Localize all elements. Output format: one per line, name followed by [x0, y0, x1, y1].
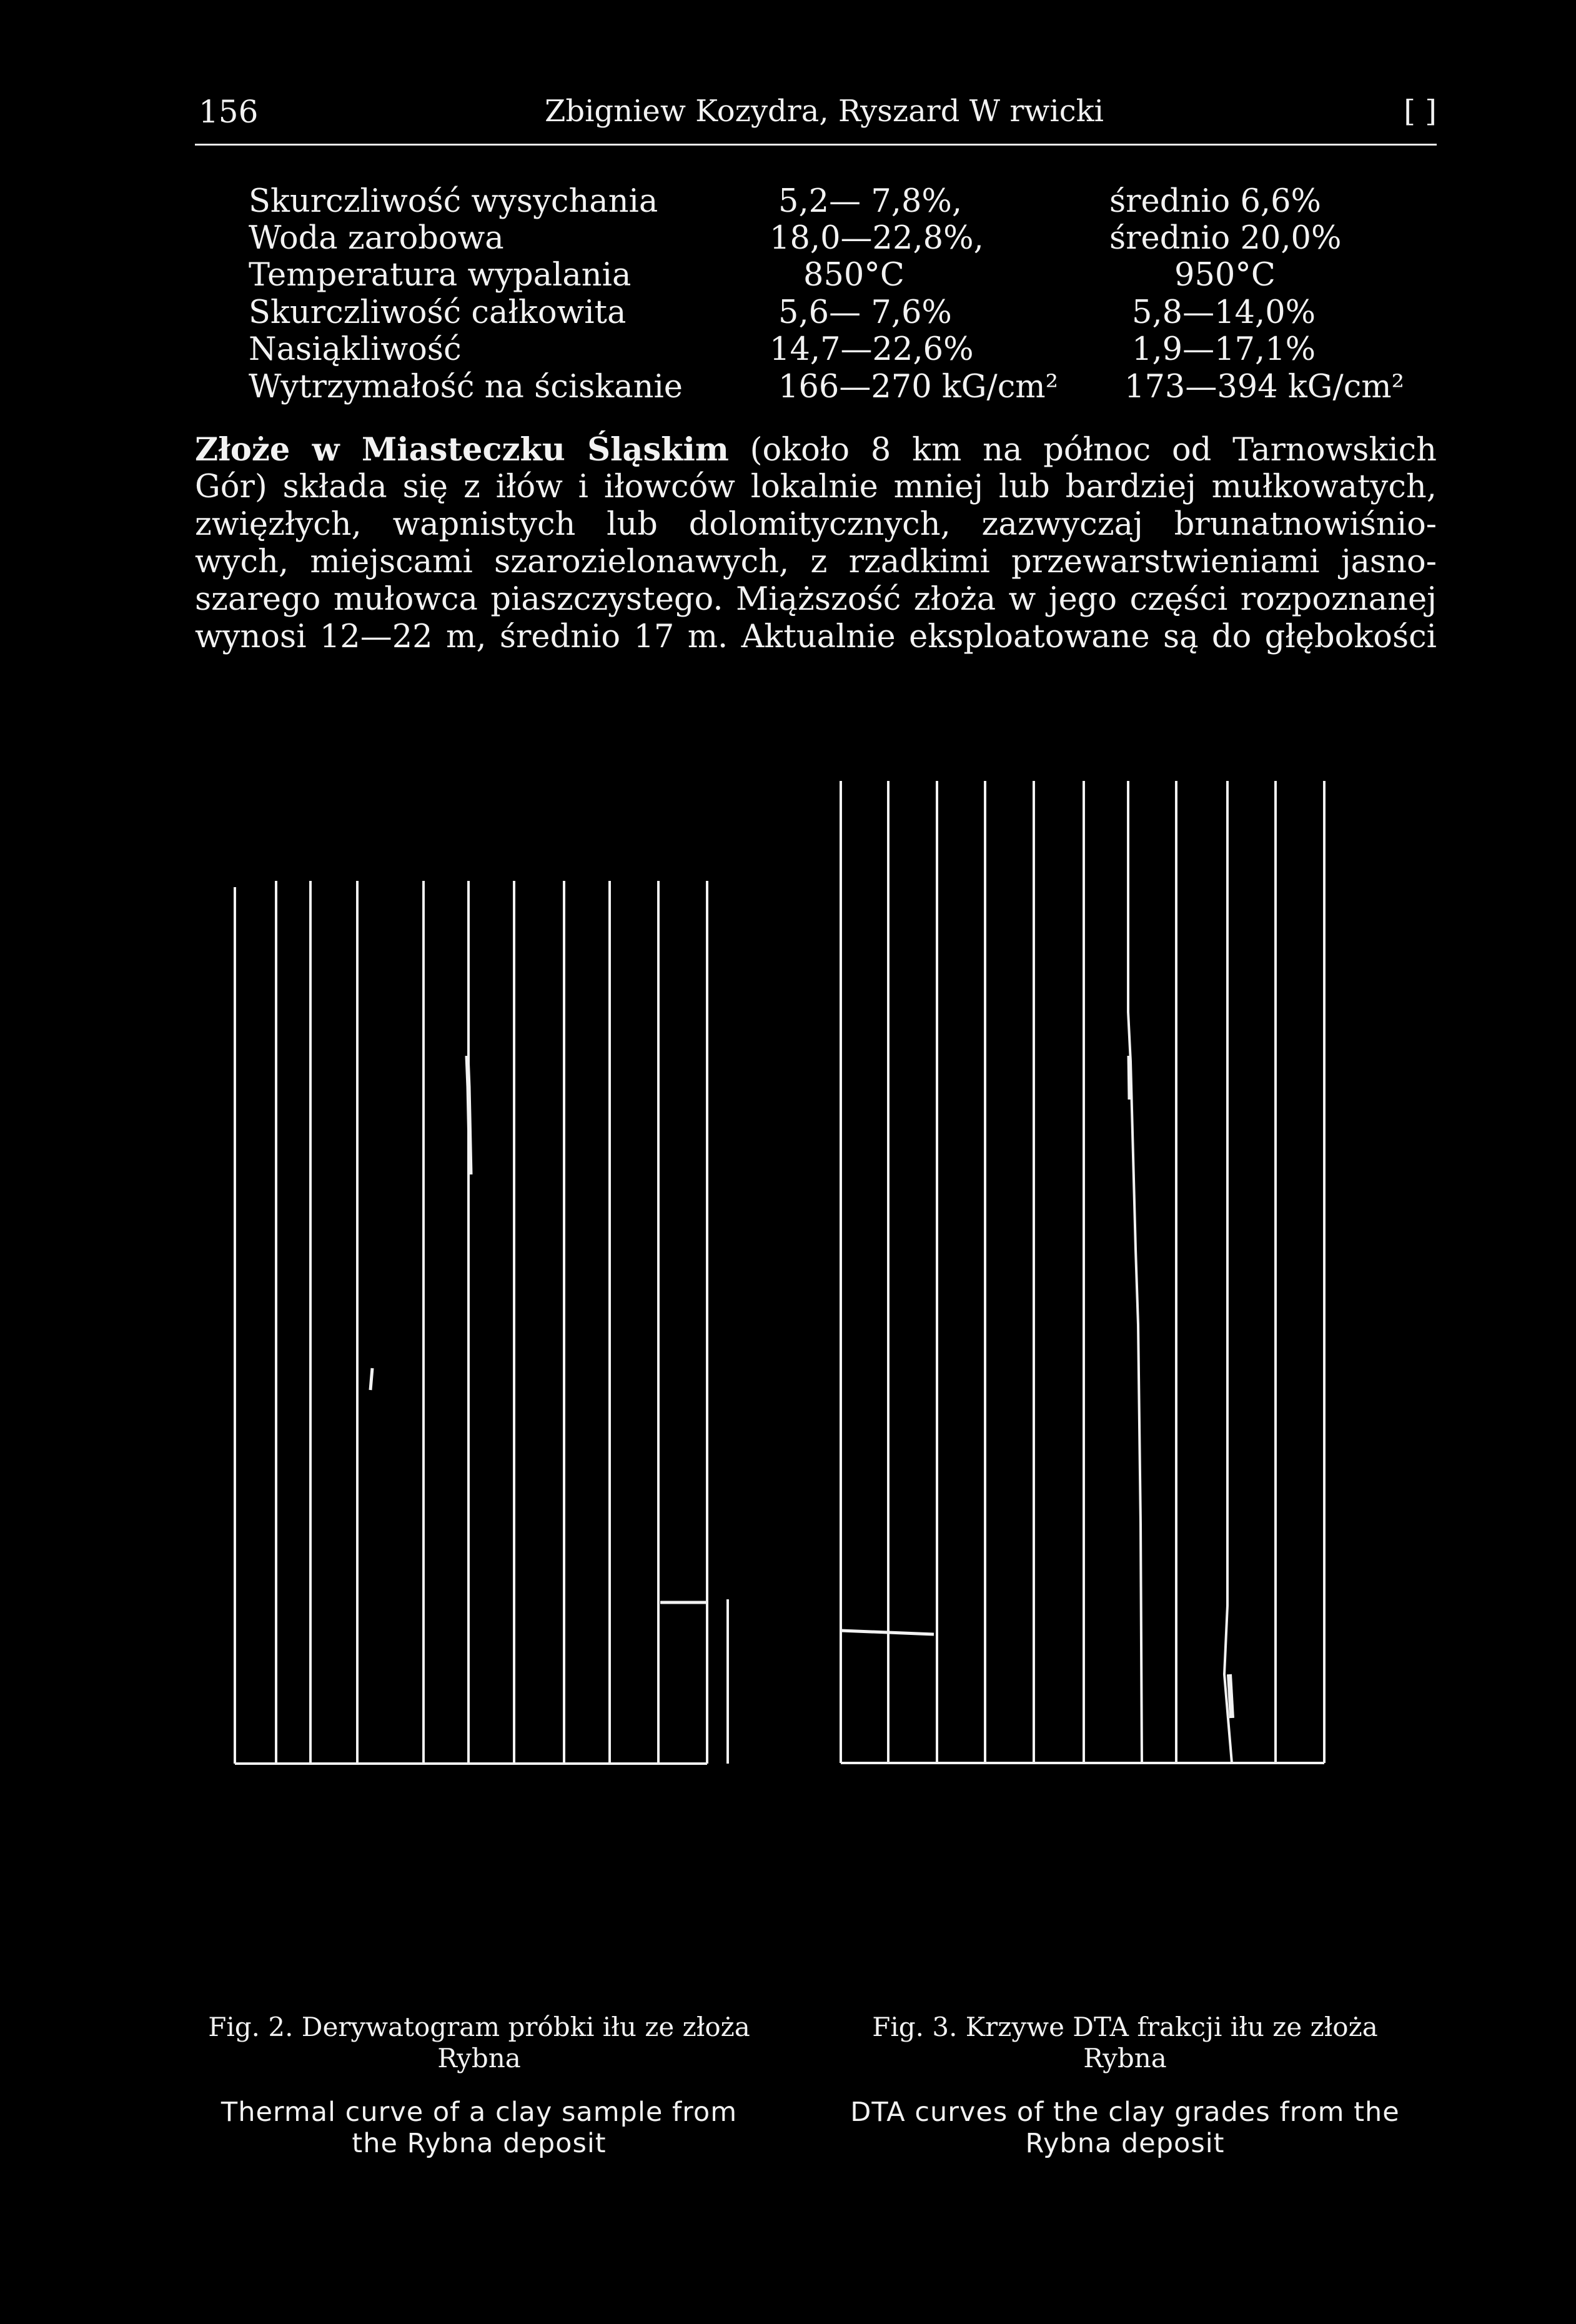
fig2-traces [235, 881, 728, 1764]
fig3-caption-en-line2: Rybna deposit [1025, 2128, 1225, 2159]
fig2-caption-en-line1: Thermal curve of a clay sample from [221, 2097, 738, 2128]
running-head-authors: Zbigniew Kozydra, Ryszard W rwicki [545, 94, 1104, 129]
table-row [0, 257, 1576, 294]
property-range: 18,0—22,8%, [770, 220, 984, 257]
fig2-caption-pl-line2: Rybna [437, 2043, 521, 2073]
fig3-caption-pl-line1: Fig. 3. Krzywe DTA frakcji iłu ze złoża [872, 2012, 1378, 2042]
property-note: 5,8—14,0% [1132, 294, 1316, 331]
fig2-caption [189, 2012, 770, 2159]
property-note: średnio 6,6% [1109, 183, 1322, 220]
fig2-caption-pl-line1: Fig. 2. Derywatogram próbki iłu ze złoża [208, 2012, 750, 2042]
property-label: Skurczliwość całkowita [249, 294, 627, 331]
property-label: Wytrzymałość na ściskanie [249, 369, 683, 405]
paragraph-line: wych, miejscami szarozielonawych, z rzadkimi przewarstwieniami jasno- [195, 544, 1437, 580]
fig3-curve-peak [1229, 1674, 1232, 1718]
property-range: 5,6— 7,6% [778, 294, 952, 331]
paragraph-line: wynosi 12—22 m, średnio 17 m. Aktualnie eksploatowane są do głębokości [195, 618, 1437, 655]
fig2-trace-jog [370, 1368, 372, 1390]
property-note: 1,9—17,1% [1132, 331, 1316, 368]
property-note: 950°C [1174, 257, 1276, 294]
fig3-dta-curves [831, 775, 1337, 1774]
fig3-curve [1224, 781, 1232, 1763]
fig2-caption-en-line2: the Rybna deposit [352, 2128, 607, 2159]
fig3-caption-en [810, 2097, 1440, 2159]
body-paragraph [195, 431, 1437, 656]
property-range: 166—270 kG/cm² [778, 369, 1059, 405]
property-note: 173—394 kG/cm² [1124, 369, 1405, 405]
table-row [0, 183, 1576, 221]
paragraph-line: Gór) składa się z iłów i iłowców lokalnie mniej lub bardziej mułkowatych, [195, 469, 1437, 505]
property-label: Temperatura wypalania [249, 257, 632, 294]
table-row [0, 369, 1576, 406]
fig3-caption [810, 2012, 1440, 2159]
property-range: 5,2— 7,8%, [778, 183, 963, 220]
fig3-curve-peak [1129, 1056, 1130, 1100]
fig3-caption-pl-line2: Rybna [1083, 2043, 1167, 2073]
fig3-curve [1128, 781, 1142, 1763]
fig3-curves [841, 781, 1324, 1763]
paragraph-line: zwięzłych, wapnistych lub dolomitycznych, zazwyczaj brunatnowiśnio- [195, 506, 1437, 543]
property-label: Skurczliwość wysychania [249, 183, 658, 220]
table-row [0, 331, 1576, 369]
paragraph-line: szarego mułowca piaszczystego. Miąższość złoża w jego części rozpoznanej [195, 581, 1437, 618]
property-range: 14,7—22,6% [770, 331, 974, 368]
running-head-bracket: [ ] [1404, 94, 1437, 129]
table-row [0, 294, 1576, 332]
table-row [0, 220, 1576, 257]
property-label: Woda zarobowa [249, 220, 504, 257]
running-header [195, 87, 1437, 146]
paragraph-line [195, 431, 1437, 469]
fig2-derivatogram [225, 862, 737, 1774]
fig3-caption-en-line1: DTA curves of the clay grades from the [850, 2097, 1400, 2128]
property-label: Nasiąkliwość [249, 331, 462, 368]
fig3-step [841, 1631, 934, 1634]
property-note: średnio 20,0% [1109, 220, 1342, 257]
fig2-caption-en [189, 2097, 770, 2159]
page-number: 156 [199, 94, 259, 130]
paragraph-line-rest: (około 8 km na północ od Tarnowskich [750, 432, 1437, 469]
deposit-name-bold: Złoże w Miasteczku Śląskim [195, 431, 729, 469]
property-range: 850°C [803, 257, 904, 294]
